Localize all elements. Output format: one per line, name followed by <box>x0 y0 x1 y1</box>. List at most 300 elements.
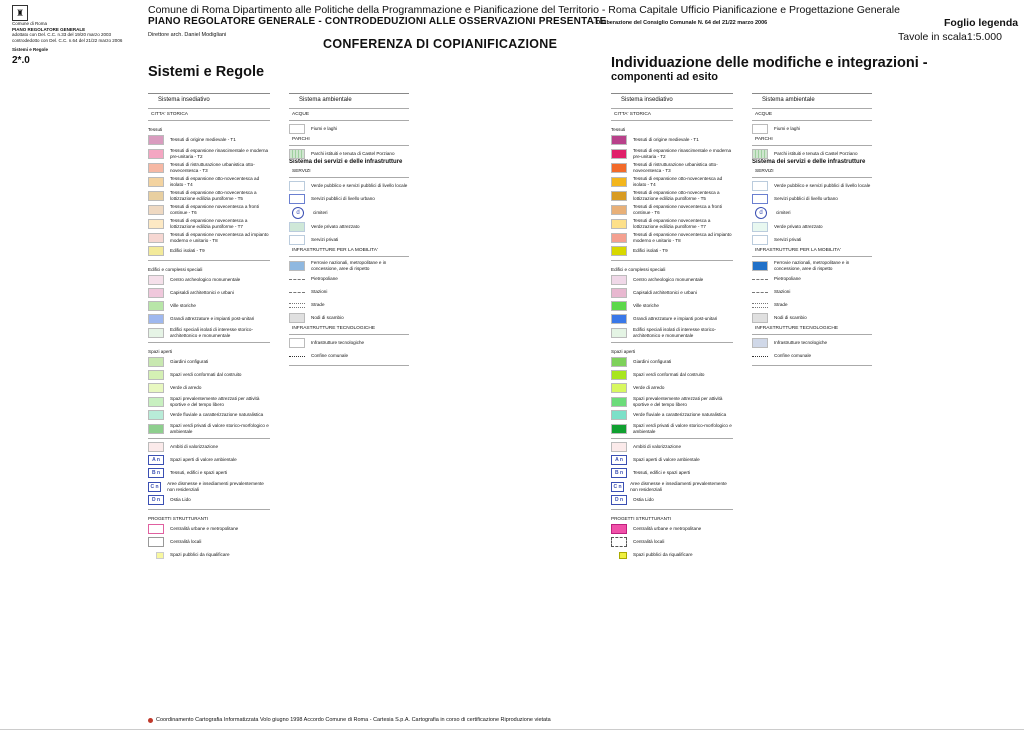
legend-label: Pietropoliane <box>311 276 338 282</box>
logo-line: PIANO REGOLATORE GENERALE <box>12 26 86 32</box>
legend-row <box>289 260 409 271</box>
legend-swatch <box>148 275 164 285</box>
line-symbol <box>289 279 305 280</box>
legend-row <box>148 550 270 560</box>
legend-swatch <box>611 397 627 407</box>
legend-row <box>752 274 872 284</box>
legend-row <box>148 148 270 159</box>
legend-row <box>611 396 733 407</box>
legend-row <box>148 314 270 324</box>
sistemi-small: Sistemi e Regole <box>12 47 49 52</box>
legend-row <box>752 338 872 348</box>
separator <box>148 342 270 343</box>
legend-swatch <box>611 357 627 367</box>
legend-row <box>148 383 270 393</box>
legend-swatch <box>619 552 627 559</box>
legend-label: Spazi prevalentemente attrezzati per attività sportive e del tempo libero <box>170 396 260 407</box>
legend-swatch <box>752 338 768 348</box>
legend-row <box>289 351 409 361</box>
legend-row <box>611 301 733 311</box>
left-ambientale-column <box>289 93 409 366</box>
legend-swatch <box>611 442 627 452</box>
legend-label: Tessuti di espansione novecentesca a fronti continue - T6 <box>170 204 259 215</box>
legend-row <box>148 218 270 229</box>
legend-label: Ferrovie nazionali, metropolitane e in concessione, aree di rispetto <box>774 260 850 271</box>
tessuti-label: Tessuti <box>148 127 163 132</box>
legend-label: Ostia Lido <box>633 497 654 503</box>
servizi-label: SERVIZI <box>289 166 409 178</box>
legend-row <box>148 232 270 243</box>
legend-label: Infrastrutture tecnologiche <box>311 340 365 346</box>
legend-row <box>289 194 409 204</box>
legend-label: Tessuti di espansione novecentesca ad impianto moderno e unitario - T8 <box>633 232 732 243</box>
legend-swatch <box>148 163 164 173</box>
tecno-label: INFRASTRUTTURE TECNOLOGICHE <box>289 323 409 335</box>
legend-label: Aree dismesse e insediamenti prevalentemente non residenziali <box>167 481 264 492</box>
right-insediativo-column <box>611 93 733 560</box>
legend-swatch <box>148 397 164 407</box>
legend-row <box>289 149 409 159</box>
legend-label: Servizi privati <box>774 237 802 243</box>
legend-swatch <box>611 205 627 215</box>
legend-row <box>611 455 733 465</box>
ambito-code-badge: B n <box>611 468 627 478</box>
legend-row <box>611 288 733 298</box>
legend-row <box>611 357 733 367</box>
legend-swatch <box>148 328 164 338</box>
legend-row <box>611 190 733 201</box>
legend-swatch <box>289 313 305 323</box>
legend-swatch <box>148 246 164 256</box>
edifici-label: Edifici e complessi speciali <box>611 267 666 272</box>
legend-row <box>148 481 270 492</box>
legend-row <box>148 162 270 173</box>
legend-label: Ferrovie nazionali, metropolitane e in concessione, aree di rispetto <box>311 260 387 271</box>
legend-swatch <box>148 442 164 452</box>
legend-row <box>289 181 409 191</box>
confine-line-symbol <box>289 356 305 357</box>
right-ambientale-column <box>752 93 872 366</box>
legend-label: Fiumi e laghi <box>774 126 801 132</box>
right-subtitle: componenti ad esito <box>611 71 718 83</box>
legend-label: Servizi pubblici di livello urbano <box>311 196 375 202</box>
legend-swatch <box>148 357 164 367</box>
legend-label: Tessuti di espansione rinascimentale e moderna pre-unitaria - T2 <box>170 148 269 159</box>
legend-label: Servizi pubblici di livello urbano <box>774 196 838 202</box>
separator <box>148 438 270 439</box>
legend-label: Strade <box>311 302 325 308</box>
conference-title: CONFERENZA DI COPIANIFICAZIONE <box>323 37 558 51</box>
legend-label: Centro archeologico monumentale <box>633 277 704 283</box>
legend-swatch <box>148 370 164 380</box>
legend-label: Strade <box>774 302 788 308</box>
legend-swatch <box>148 301 164 311</box>
legend-label: Nodi di scambio <box>774 315 807 321</box>
ambito-code-badge: D n <box>611 495 627 505</box>
legend-swatch <box>752 194 768 204</box>
legend-swatch <box>148 135 164 145</box>
legend-label: Edifici isolati - T9 <box>633 248 668 254</box>
legend-label: Capisaldi architettonici e urbani <box>633 290 697 296</box>
legend-swatch <box>289 261 305 271</box>
deliberazione: - Deliberazione del Consiglio Comunale N. 64 del 21/22 marzo 2006 <box>593 20 768 26</box>
cimitero-icon: d <box>755 207 767 219</box>
logo-line: controdedotto con Del. C.C. n.64 del 21/22 marzo 2006 <box>12 37 123 43</box>
legend-swatch <box>289 235 305 245</box>
legend-row <box>611 327 733 338</box>
legend-row <box>752 222 872 232</box>
legend-row <box>148 396 270 407</box>
legend-row <box>148 288 270 298</box>
legend-swatch <box>611 424 627 434</box>
legend-row <box>148 275 270 285</box>
legend-row <box>148 135 270 145</box>
legend-label: Parchi istituiti e tenuta di Castel Porziano <box>311 151 395 157</box>
legend-label: Tessuti di origine medievale - T1 <box>170 137 236 143</box>
legend-swatch <box>148 410 164 420</box>
legend-label: Tessuti di origine medievale - T1 <box>633 137 699 143</box>
legend-row <box>611 176 733 187</box>
left-title: Sistemi e Regole <box>148 64 265 80</box>
acque-label: ACQUE <box>752 109 872 121</box>
legend-row <box>611 275 733 285</box>
legend-label: Tessuti di ristrutturazione urbanistica otto-novecentesca - T3 <box>633 162 718 173</box>
legend-label: Tessuti di espansione otto-novecentesca a lottizzazione edilizia puntiforme - T5 <box>633 190 720 201</box>
line-symbol <box>752 303 768 308</box>
legend-label: Spazi verdi privati di valore storico-morfologico e ambientale <box>633 423 732 434</box>
legend-swatch <box>752 222 768 232</box>
legend-label: Ville storiche <box>633 303 659 309</box>
legend-row <box>148 190 270 201</box>
separator <box>611 438 733 439</box>
legend-row <box>611 442 733 452</box>
servizi-label: SERVIZI <box>752 166 872 178</box>
legend-label: Ambiti di valorizzazione <box>170 444 218 450</box>
legend-row <box>148 176 270 187</box>
legend-row <box>611 481 733 492</box>
legend-label: Giardini configurati <box>170 359 209 365</box>
legend-label: Spazi pubblici da riqualificare <box>170 552 230 558</box>
legend-swatch <box>148 314 164 324</box>
legend-swatch <box>148 219 164 229</box>
legend-row <box>611 148 733 159</box>
legend-swatch <box>752 149 768 159</box>
legend-row <box>752 260 872 271</box>
legend-row <box>752 313 872 323</box>
legend-row <box>148 495 270 505</box>
separator <box>752 365 872 366</box>
legend-swatch <box>752 235 768 245</box>
legend-swatch <box>611 410 627 420</box>
legend-label: Tessuti di espansione novecentesca ad impianto moderno e unitario - T8 <box>170 232 269 243</box>
legend-row <box>611 314 733 324</box>
legend-row <box>289 235 409 245</box>
legend-label: Edifici isolati - T9 <box>170 248 205 254</box>
legend-swatch <box>611 328 627 338</box>
cimitero-icon: d <box>292 207 304 219</box>
separator <box>611 260 733 261</box>
line-symbol <box>752 279 768 280</box>
legend-label: Confine comunale <box>774 353 812 359</box>
legend-swatch <box>611 163 627 173</box>
legend-label: Edifici speciali isolati di interesse storico-architettonico e monumentale <box>633 327 716 338</box>
legend-swatch <box>148 191 164 201</box>
legend-swatch <box>611 233 627 243</box>
legend-label: Nodi di scambio <box>311 315 344 321</box>
mobilita-label: INFRASTRUTTURE PER LA MOBILITA' <box>752 245 872 257</box>
ambito-code-badge: D n <box>148 495 164 505</box>
legend-swatch <box>289 194 305 204</box>
legend-label: Tessuti di espansione otto-novecentesca a lottizzazione edilizia puntiforme - T5 <box>170 190 257 201</box>
legend-swatch <box>148 149 164 159</box>
legend-row <box>611 410 733 420</box>
legend-label: Tessuti di espansione novecentesca a lottizzazione edilizia puntiforme - T7 <box>170 218 248 229</box>
legend-label: Stazioni <box>774 289 791 295</box>
legend-row <box>611 370 733 380</box>
legend-row <box>611 423 733 434</box>
spazi-label: Spazi aperti <box>148 349 173 354</box>
legend-label: Verde pubblico e servizi pubblici di livello locale <box>311 183 408 189</box>
legend-row <box>611 383 733 393</box>
legend-swatch <box>611 383 627 393</box>
legend-swatch <box>752 181 768 191</box>
legend-row <box>752 194 872 204</box>
legend-row <box>148 327 270 338</box>
legend-label: Parchi istituiti e tenuta di Castel Porziano <box>774 151 858 157</box>
legend-row <box>611 468 733 478</box>
legend-label: Ville storiche <box>170 303 196 309</box>
scale-label: Tavole in scala1:5.000 <box>898 31 1002 43</box>
legend-row <box>289 222 409 232</box>
legend-label: Tessuti di espansione otto-novecentesca ad isolato - T4 <box>633 176 723 187</box>
legend-swatch <box>289 149 305 159</box>
tessuti-label: Tessuti <box>611 127 626 132</box>
ambito-code-badge: C n <box>611 482 624 492</box>
column-header: Sistema insediativo <box>611 93 733 109</box>
legend-label: Centro archeologico monumentale <box>170 277 241 283</box>
legend-label: Centralità urbane e metropolitane <box>633 526 702 532</box>
legend-swatch <box>289 124 305 134</box>
column-header: Sistema ambientale <box>752 93 872 109</box>
legend-swatch <box>148 205 164 215</box>
legend-row <box>289 124 409 134</box>
legend-swatch <box>289 222 305 232</box>
legend-label: Servizi privati <box>311 237 339 243</box>
legend-swatch <box>611 288 627 298</box>
legend-row <box>611 135 733 145</box>
legend-row <box>148 410 270 420</box>
confine-line-symbol <box>752 356 768 357</box>
legend-row <box>148 442 270 452</box>
legend-label: Stazioni <box>311 289 328 295</box>
left-insediativo-column <box>148 93 270 560</box>
citta-storica-label: CITTA' STORICA <box>148 109 270 121</box>
legend-swatch <box>611 135 627 145</box>
legend-row <box>148 455 270 465</box>
edifici-label: Edifici e complessi speciali <box>148 267 203 272</box>
servizi-section-title: Sistema dei servizi e delle infrastrutture <box>289 159 403 165</box>
legend-row <box>289 338 409 348</box>
legend-label: Verde privato attrezzato <box>311 224 360 230</box>
header-line1: Comune di Roma Dipartimento alle Politiche della Programmazione e Pianificazione del Territorio - Roma Capitale Ufficio Pianificazione e Progettazione Generale <box>148 4 900 16</box>
legend-row <box>752 181 872 191</box>
separator <box>148 509 270 510</box>
legend-row <box>752 124 872 134</box>
logo-text <box>12 21 127 43</box>
ambito-code-badge: C n <box>148 482 161 492</box>
parchi-label: PARCHI <box>289 134 409 146</box>
legend-label: Spazi aperti di valore ambientale <box>170 457 237 463</box>
spazi-label: Spazi aperti <box>611 349 636 354</box>
legend-row <box>289 274 409 284</box>
legend-label: Tessuti di espansione rinascimentale e moderna pre-unitaria - T2 <box>633 148 732 159</box>
legend-label: Capisaldi architettonici e urbani <box>170 290 234 296</box>
legend-label: Verde di arredo <box>170 385 202 391</box>
legend-label: Fiumi e laghi <box>311 126 338 132</box>
legend-swatch <box>148 177 164 187</box>
legend-row <box>611 204 733 215</box>
ambito-code-badge: A n <box>611 455 627 465</box>
column-header: Sistema insediativo <box>148 93 270 109</box>
tecno-label: INFRASTRUTTURE TECNOLOGICHE <box>752 323 872 335</box>
legend-label: cimiteri <box>313 210 328 216</box>
legend-row <box>148 537 270 547</box>
legend-row <box>148 468 270 478</box>
legend-swatch <box>148 537 164 547</box>
legend-swatch <box>611 191 627 201</box>
foglio-legenda: Foglio legenda <box>944 17 1019 29</box>
legend-swatch <box>148 233 164 243</box>
header-line2: PIANO REGOLATORE GENERALE - CONTRODEDUZIONI ALLE OSSERVAZIONI PRESENTATE <box>148 16 607 27</box>
column-header: Sistema ambientale <box>289 93 409 109</box>
legend-swatch <box>148 424 164 434</box>
legend-row <box>289 300 409 310</box>
legend-row <box>289 287 409 297</box>
legend-row <box>752 235 872 245</box>
legend-row <box>611 537 733 547</box>
legend-label: Tessuti di espansione novecentesca a fronti continue - T6 <box>633 204 722 215</box>
separator <box>148 260 270 261</box>
legend-label: Verde di arredo <box>633 385 665 391</box>
legend-swatch <box>611 301 627 311</box>
legend-label: Ambiti di valorizzazione <box>633 444 681 450</box>
legend-label: Spazi pubblici da riqualificare <box>633 552 693 558</box>
legend-row <box>752 300 872 310</box>
logo-line: Comune di Roma <box>12 21 48 26</box>
legend-row <box>289 313 409 323</box>
parchi-label: PARCHI <box>752 134 872 146</box>
legend-swatch <box>611 219 627 229</box>
legend-label: Spazi prevalentemente attrezzati per attività sportive e del tempo libero <box>633 396 723 407</box>
line-symbol <box>289 303 305 308</box>
legend-row <box>611 232 733 243</box>
legend-label: Tessuti, edifici e spazi aperti <box>170 470 228 476</box>
legend-swatch <box>611 537 627 547</box>
legend-swatch <box>289 181 305 191</box>
legend-row <box>611 495 733 505</box>
progetti-label: PROGETTI STRUTTURANTI <box>148 516 208 521</box>
legend-row <box>611 218 733 229</box>
legend-row <box>752 287 872 297</box>
separator <box>611 509 733 510</box>
legend-row <box>289 207 409 219</box>
legend-swatch <box>611 370 627 380</box>
legend-label: Spazi aperti di valore ambientale <box>633 457 700 463</box>
legend-label: Confine comunale <box>311 353 349 359</box>
legend-label: Verde fluviale a caratterizzazione naturalistica <box>170 412 264 418</box>
legend-swatch <box>148 524 164 534</box>
legend-row <box>611 246 733 256</box>
legend-swatch <box>611 275 627 285</box>
legend-label: Aree dismesse e insediamenti prevalentemente non residenziali <box>630 481 727 492</box>
right-title: Individuazione delle modifiche e integrazioni - <box>611 55 928 71</box>
mobilita-label: INFRASTRUTTURE PER LA MOBILITA' <box>289 245 409 257</box>
legend-swatch <box>611 177 627 187</box>
legend-label: Verde pubblico e servizi pubblici di livello locale <box>774 183 871 189</box>
legend-row <box>752 207 872 219</box>
logo-line: adottato con Del. C.C. n.33 del 19/20 marzo 2003 <box>12 32 112 37</box>
legend-label: Tessuti di espansione novecentesca a lottizzazione edilizia puntiforme - T7 <box>633 218 711 229</box>
legend-swatch <box>148 383 164 393</box>
legend-label: Centralità locali <box>170 539 202 545</box>
legend-swatch <box>752 124 768 134</box>
legend-label: Pietropoliane <box>774 276 801 282</box>
citta-storica-label: CITTA' STORICA <box>611 109 733 121</box>
legend-swatch <box>611 149 627 159</box>
servizi-section-title: Sistema dei servizi e delle infrastrutture <box>752 159 866 165</box>
director: Direttore arch. Daniel Modigliani <box>148 32 227 38</box>
legend-row <box>148 246 270 256</box>
legend-row <box>148 524 270 534</box>
legend-label: Centralità urbane e metropolitane <box>170 526 239 532</box>
ambito-code-badge: B n <box>148 468 164 478</box>
acque-label: ACQUE <box>289 109 409 121</box>
legend-row <box>752 149 872 159</box>
separator <box>289 365 409 366</box>
legend-label: Giardini configurati <box>633 359 672 365</box>
legend-row <box>148 301 270 311</box>
bottom-border <box>0 729 1024 730</box>
legend-label: Tessuti, edifici e spazi aperti <box>633 470 691 476</box>
legend-label: Verde fluviale a caratterizzazione naturalistica <box>633 412 727 418</box>
legend-label: Edifici speciali isolati di interesse storico-architettonico e monumentale <box>170 327 253 338</box>
legend-label: Verde privato attrezzato <box>774 224 823 230</box>
progetti-label: PROGETTI STRUTTURANTI <box>611 516 671 521</box>
legend-label: Grandi attrezzature e impianti post-unitari <box>170 316 255 322</box>
legend-label: Tessuti di espansione otto-novecentesca ad isolato - T4 <box>170 176 260 187</box>
ambito-code-badge: A n <box>148 455 164 465</box>
legend-row <box>148 357 270 367</box>
legend-row <box>148 370 270 380</box>
legend-swatch <box>148 288 164 298</box>
legend-row <box>611 524 733 534</box>
footer-text: Coordinamento Cartografia Informatizzata Volo giugno 1998 Accordo Comune di Roma - Cartesia S.p.A. Cartografia in corso di certificazione Riproduzione vietata <box>156 717 551 723</box>
legend-label: Spazi verdi conformati dal costruito <box>633 372 705 378</box>
legend-row <box>148 423 270 434</box>
legend-label: Tessuti di ristrutturazione urbanistica otto-novecentesca - T3 <box>170 162 255 173</box>
legend-swatch <box>289 338 305 348</box>
sheet-code: 2*.0 <box>12 55 30 66</box>
legend-row <box>611 162 733 173</box>
legend-label: Ostia Lido <box>170 497 191 503</box>
legend-row <box>611 550 733 560</box>
legend-swatch <box>611 246 627 256</box>
legend-label: cimiteri <box>776 210 791 216</box>
legend-row <box>148 204 270 215</box>
legend-swatch <box>752 261 768 271</box>
legend-swatch <box>611 524 627 534</box>
legend-label: Spazi verdi conformati dal costruito <box>170 372 242 378</box>
